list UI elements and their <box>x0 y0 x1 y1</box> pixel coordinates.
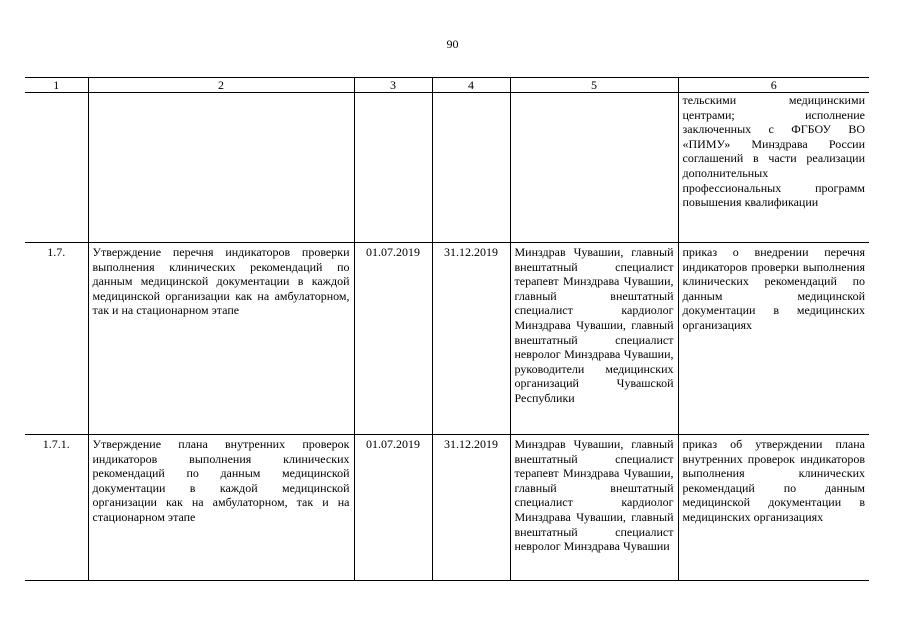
column-header-3: 3 <box>354 78 432 93</box>
event-cell <box>88 93 354 243</box>
result-cell: приказ об утверждении плана внутренних проверок индикаторов выполнения клинических рекомендаций по данным медицинской документации в медицинских организациях <box>678 435 869 581</box>
column-header-4: 4 <box>432 78 510 93</box>
result-cell: приказ о внедрении перечня индикаторов проверки выполнения клинических рекомендаций по данным медицинской документации в медицинских организациях <box>678 243 869 435</box>
start-date-cell: 01.07.2019 <box>354 435 432 581</box>
table-row <box>25 243 869 435</box>
row-number: 1.7. <box>25 243 88 435</box>
column-header-6: 6 <box>678 78 869 93</box>
table-row <box>25 435 869 581</box>
plan-table <box>25 77 869 581</box>
start-date-cell: 01.07.2019 <box>354 243 432 435</box>
event-cell: Утверждение перечня индикаторов проверки выполнения клинических рекомендаций по данным медицинской документации в каждой медицинской организации как на амбулаторном, так и на стационарном этапе <box>88 243 354 435</box>
end-date-cell: 31.12.2019 <box>432 243 510 435</box>
column-header-1: 1 <box>25 78 88 93</box>
row-number: 1.7.1. <box>25 435 88 581</box>
column-number-row <box>25 78 869 93</box>
responsible-cell <box>510 93 678 243</box>
responsible-cell: Минздрав Чувашии, главный внештатный специалист терапевт Минздрава Чувашии, главный внештатный специалист кардиолог Минздрава Чувашии, главный внештатный специалист невролог Минздрава Чувашии, руководители медицинских организаций Чувашской Республики <box>510 243 678 435</box>
end-date-cell: 31.12.2019 <box>432 435 510 581</box>
table-row <box>25 93 869 243</box>
column-header-2: 2 <box>88 78 354 93</box>
start-date-cell <box>354 93 432 243</box>
column-header-5: 5 <box>510 78 678 93</box>
responsible-cell: Минздрав Чувашии, главный внештатный специалист терапевт Минздрава Чувашии, главный внештатный специалист кардиолог Минздрава Чувашии, главный внештатный специалист невролог Минздрава Чувашии <box>510 435 678 581</box>
result-cell: тельскими медицинскими центрами; исполнение заключенных с ФГБОУ ВО «ПИМУ» Минздрава России соглашений в части реализации дополнительных профессиональных программ повышения квалификации <box>678 93 869 243</box>
end-date-cell <box>432 93 510 243</box>
row-number <box>25 93 88 243</box>
event-cell: Утверждение плана внутренних проверок индикаторов выполнения клинических рекомендаций по данным медицинской документации в каждой медицинской организации как на амбулаторном, так и на стационарном этапе <box>88 435 354 581</box>
page-number: 90 <box>446 37 459 51</box>
